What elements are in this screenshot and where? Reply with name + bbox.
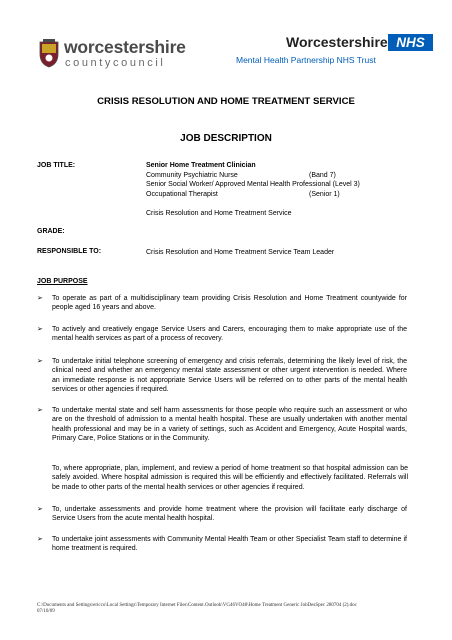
list-item-text: To undertake initial telephone screening of emergency and crisis referrals, determining the likely level of risk, the clinical need and whether an emergency mental state assessment or other urgent intervention is needed. Where an immediate response is not appropriate Service Users will be referred on to other parts of the mental health services or other agencies if required. bbox=[52, 358, 407, 394]
list-item-text: To, undertake assessments and provide home treatment where the provision will facilitate early discharge of Service Users from the acute mental health hospital. bbox=[52, 506, 407, 523]
arrow-bullet-icon: ➢ bbox=[37, 506, 43, 513]
arrow-bullet-icon: ➢ bbox=[37, 536, 43, 543]
responsible-value: Crisis Resolution and Home Treatment Service Team Leader bbox=[146, 249, 335, 256]
list-item bbox=[37, 535, 407, 554]
service-name: Crisis Resolution and Home Treatment Service bbox=[146, 210, 292, 217]
list-item bbox=[37, 406, 407, 444]
county-council-logo bbox=[38, 38, 198, 74]
role-name: Senior Social Worker/ Approved Mental Health Professional (Level 3) bbox=[146, 181, 360, 188]
responsible-label: RESPONSIBLE TO: bbox=[37, 248, 102, 255]
list-item bbox=[37, 294, 407, 313]
list-item-text: To undertake mental state and self harm assessments for those people who require such an assessment or who are on the threshold of admission to a mental health hospital. These are usually undertaken with another mental health professional and may be in a variety of settings, such as Accident and Emergency, Acute Hospital wards, Primary Care, Police Stations or in the Community. bbox=[52, 407, 407, 443]
footer-file-path: C:\Documents and Settings\ericco\Local Settings\Temporary Internet Files\Content.Outlook\VG46VO48\Home Treatment Generic JobDesSpec 280704 (2).doc bbox=[37, 603, 357, 608]
nhs-trust-logo bbox=[236, 34, 436, 74]
arrow-bullet-icon: ➢ bbox=[37, 326, 43, 333]
list-item-text: To actively and creatively engage Service Users and Carers, encouraging them to make appropriate use of the mental health services as part of a process of recovery. bbox=[52, 326, 407, 343]
job-purpose-heading: JOB PURPOSE bbox=[37, 278, 88, 285]
role-name: Community Psychiatric Nurse bbox=[146, 171, 238, 179]
list-item bbox=[37, 357, 407, 395]
county-council-subtitle: countycouncil bbox=[65, 57, 166, 69]
job-title-label: JOB TITLE: bbox=[37, 162, 76, 169]
arrow-bullet-icon: ➢ bbox=[37, 358, 43, 365]
arrow-bullet-icon: ➢ bbox=[37, 407, 43, 414]
arrow-bullet-icon: ➢ bbox=[37, 295, 43, 302]
nhs-badge: NHS bbox=[388, 34, 433, 51]
list-item bbox=[37, 325, 407, 344]
role-row bbox=[146, 180, 426, 190]
document-footer bbox=[37, 603, 427, 615]
home-treatment-paragraph: To, where appropriate, plan, implement, and review a period of home treatment so that hospital admission can be safely avoided. Where hospital admission is required this will be efficiently and effectively facilitated. Referrals will be made to other parts of the mental health services or other agencies if required. bbox=[52, 465, 408, 491]
crest-icon bbox=[38, 38, 60, 68]
list-item bbox=[37, 505, 407, 524]
nhs-trust-name: Worcestershire bbox=[286, 34, 388, 50]
role-row bbox=[146, 171, 386, 181]
footer-date: 07/10/09 bbox=[37, 609, 55, 614]
role-band: (Band 7) bbox=[309, 171, 336, 179]
document-title: CRISIS RESOLUTION AND HOME TREATMENT SERVICE bbox=[97, 96, 355, 107]
role-band: (Senior 1) bbox=[309, 190, 340, 198]
document-subtitle: JOB DESCRIPTION bbox=[180, 133, 272, 144]
grade-label: GRADE: bbox=[37, 228, 65, 235]
county-council-name: worcestershire bbox=[64, 37, 186, 57]
role-name: Occupational Therapist bbox=[146, 190, 218, 198]
list-item-text: To operate as part of a multidisciplinary team providing Crisis Resolution and Home Treatment countywide for people aged 16 years and above. bbox=[52, 295, 407, 312]
list-item-text: To undertake joint assessments with Community Mental Health Team or other Specialist Team staff to determine if home treatment is required. bbox=[52, 536, 407, 553]
nhs-trust-subtitle: Mental Health Partnership NHS Trust bbox=[236, 55, 376, 65]
role-row bbox=[146, 190, 386, 200]
job-title-main: Senior Home Treatment Clinician bbox=[146, 162, 256, 169]
